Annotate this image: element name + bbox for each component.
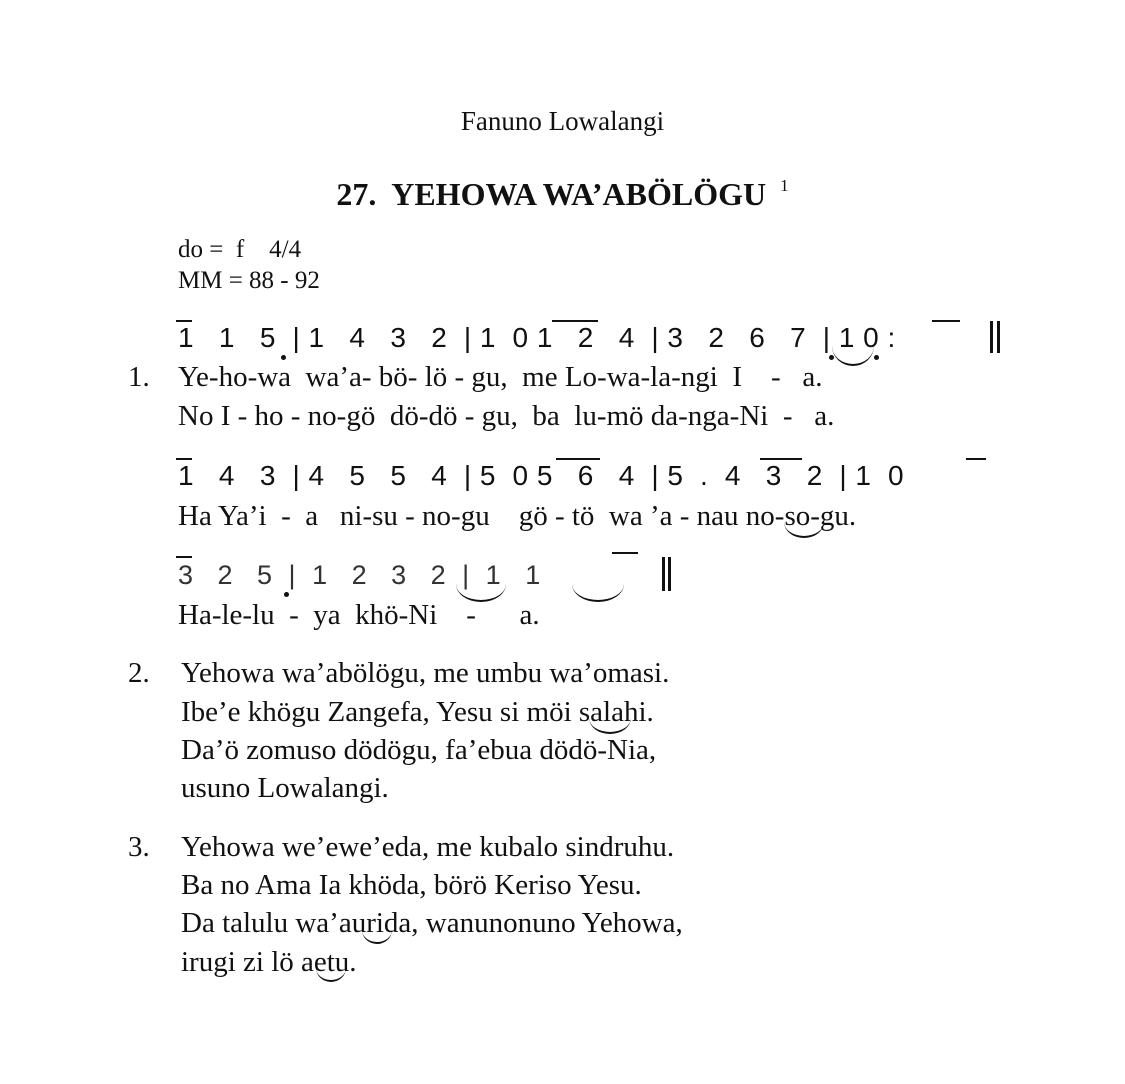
overline-mark	[556, 458, 600, 460]
verse-number-3: 3.	[128, 831, 150, 863]
lower-octave-dot	[829, 355, 834, 360]
double-barline	[668, 557, 671, 591]
lyric-line-1b: No I - ho - no-gö dö-dö - gu, ba lu-mö da-nga-Ni - a.	[178, 400, 835, 432]
lyric-line-2: Ha Ya’i - a ni-su - no-gu gö - tö wa ’a - nau no-so-gu.	[178, 500, 857, 532]
verse-3-line: Da talulu wa’aurida, wanunonuno Yehowa,	[181, 907, 683, 939]
verse-2-line: Ibe’e khögu Zangefa, Yesu si möi salahi.	[181, 696, 654, 728]
slur-mark	[572, 584, 624, 602]
slur-mark	[316, 968, 346, 982]
overline-mark	[760, 458, 802, 460]
notation-line-3: 3 2 5 | 1 2 3 2 | 1 1	[178, 560, 541, 590]
notation-line-2: 1 4 3 | 4 5 5 4 | 5 0 5 6 4 | 5 . 4 3 2 | 1 0	[178, 460, 905, 491]
verse-3-line: Ba no Ama Ia khöda, börö Keriso Yesu.	[181, 869, 642, 901]
slur-mark	[362, 930, 392, 944]
lyric-line-1a: Ye-ho-wa wa’a- bö- lö - gu, me Lo-wa-la-ngi I - a.	[178, 361, 823, 393]
overline-mark	[176, 556, 192, 558]
verse-2-line: usuno Lowalangi.	[181, 772, 389, 804]
overline-mark	[176, 320, 192, 322]
verse-number-2: 2.	[128, 657, 150, 689]
double-barline	[662, 557, 665, 591]
overline-mark	[612, 552, 638, 554]
verse-2-line: Da’ö zomuso dödögu, fa’ebua dödö-Nia,	[181, 734, 657, 766]
tempo-marking: MM = 88 - 92	[178, 267, 320, 294]
slur-mark	[832, 346, 874, 366]
lower-octave-dot	[874, 355, 879, 360]
slur-mark	[589, 718, 631, 734]
overline-mark	[932, 320, 960, 322]
slur-mark	[784, 522, 824, 538]
overline-mark	[966, 458, 986, 460]
notation-line-1: 1 1 5 | 1 4 3 2 | 1 0 1 2 4 | 3 2 6 7 | 1 0 :	[178, 322, 896, 353]
page-header: Fanuno Lowalangi	[460, 106, 665, 136]
overline-mark	[552, 320, 598, 322]
key-signature: do = f 4/4	[178, 236, 302, 263]
hymn-title-text: 27. YEHOWA WA’ABÖLÖGU	[336, 176, 767, 212]
lower-octave-dot	[281, 355, 286, 360]
double-barline	[990, 321, 993, 353]
overline-mark	[176, 458, 192, 460]
verse-number-1: 1.	[128, 361, 150, 393]
lower-octave-dot	[284, 592, 289, 597]
footnote-mark: 1	[780, 176, 789, 195]
verse-3-line: Yehowa we’ewe’eda, me kubalo sindruhu.	[181, 831, 675, 863]
verse-2-line: Yehowa wa’abölögu, me umbu wa’omasi.	[181, 657, 670, 689]
double-barline	[997, 321, 1000, 353]
verse-3-line: irugi zi lö aetu.	[181, 946, 357, 978]
lyric-line-3: Ha-le-lu - ya khö-Ni - a.	[178, 599, 540, 631]
hymn-title	[0, 176, 1125, 213]
